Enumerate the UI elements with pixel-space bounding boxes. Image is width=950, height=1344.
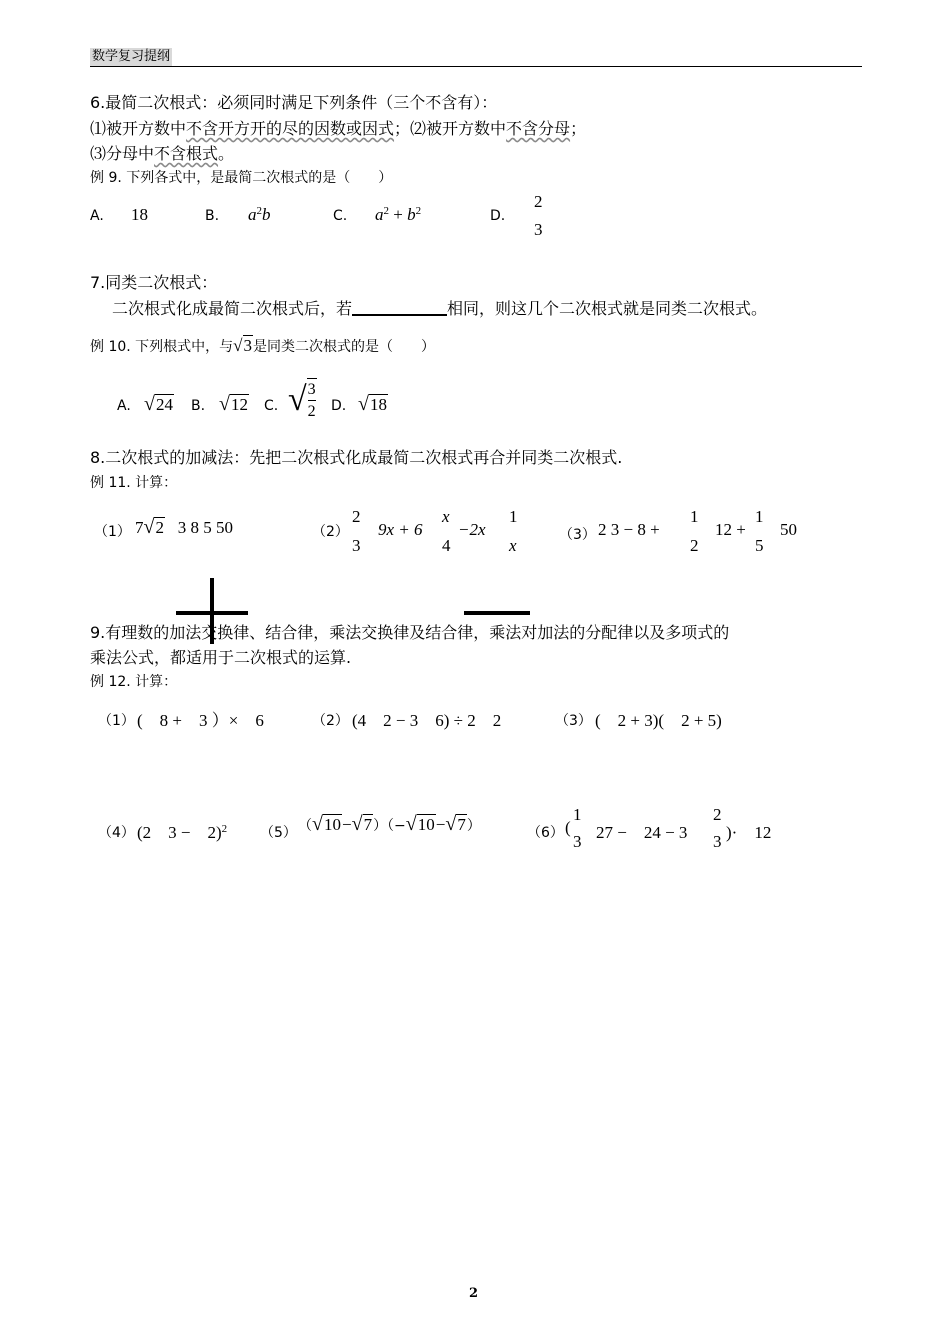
ex10-option-c-label: C. [264,398,279,414]
page-number: 2 [469,1286,479,1301]
c3-suffix: 。 [218,144,235,163]
ex11-p3-part-a: 2 3 − 8 + [598,520,660,539]
ex12-p1-label: （1） [98,713,135,729]
ex12-p6-frac2-den: 3 [713,832,722,851]
fill-in-blank[interactable] [352,298,447,316]
header-title: 数学复习提纲 [92,49,171,64]
ex11-p3-fifth-den: 5 [755,536,764,555]
ex12-p6-end: )· 12 [726,823,772,842]
stray-horizontal-bar-left [176,611,248,615]
ex12-p6-open: ( [565,818,571,837]
ex11-p3-label: （3） [559,527,596,543]
ex11-p3-fifth-num: 1 [755,507,764,526]
ex11-p1-expression: 7√2 3 8 5 50 [135,516,233,538]
section-6-title: 6.最简二次根式：必须同时满足下列条件（三个不含有）： [90,93,498,112]
ex9-option-c-label: C. [333,208,348,224]
ex10-option-d-value: √18 [358,393,387,415]
ex11-p3-half-num: 1 [690,507,699,526]
section-6-condition-3 [90,141,234,164]
s7-text-b: 相同，则这几个二次根式就是同类二次根式。 [447,299,768,318]
c2-suffix: ； [570,119,587,138]
ex12-p6-frac1-den: 3 [573,832,582,851]
ex12-p6-frac1-num: 1 [573,805,582,824]
ex12-p3-expression: ( 2 + 3)( 2 + 5) [595,711,722,730]
ex12-p4-label: （4） [98,825,135,841]
c3-prefix: ⑶分母中 [90,144,155,163]
ex9-option-a-label: A. [90,208,104,224]
c1-prefix: ⑴被开方数中 [90,119,187,138]
example-10-question: 例 10. 下列根式中，与√3是同类二次根式的是（ ） [90,336,436,355]
ex11-p2-frac2-den: 4 [442,536,451,555]
ex10-option-c-value: √ $\frac{3}{2}$ [288,378,317,422]
section-9-line-2: 乘法公式，都适用于二次根式的运算. [90,648,352,667]
ex10-option-b-label: B. [191,398,206,414]
section-7-text [112,296,767,319]
header-rule [90,66,862,67]
ex10-option-b-value: √12 [219,393,248,415]
ex10-option-d-label: D. [331,398,347,414]
ex9-option-d-denominator: 3 [534,220,543,239]
ex11-p2-frac3-den: x [509,536,517,555]
ex12-p5-label: （5） [260,825,297,841]
ex10-option-a-value: √24 [144,393,173,415]
c1-mid: ；⑵被开方数中 [394,119,507,138]
ex9-option-d-label: D. [490,208,506,224]
example-12-question: 例 12. 计算： [90,674,178,690]
section-6-condition-1-2 [90,116,586,139]
ex12-p2-label: （2） [312,713,349,729]
ex11-p2-label: （2） [312,524,349,540]
ex11-p2-mid: 9x + 6 [378,520,423,539]
ex9-option-b-label: B. [205,208,220,224]
ex12-p6-label: （6） [527,825,564,841]
ex11-p3-part-b: 12 + [715,520,746,539]
ex11-p2-frac3-num: 1 [509,507,518,526]
stray-horizontal-bar-right [464,611,530,615]
ex9-option-b-value: $a^2b$ [248,205,271,224]
c3-underlined: 不含根式 [154,144,219,163]
ex11-p3-half-den: 2 [690,536,699,555]
ex9-option-d-numerator: 2 [534,192,543,211]
ex12-p1-expression: ( 8 + 3 ）× 6 [137,711,264,730]
ex12-p6-middle: 27 − 24 − 3 [596,823,688,842]
c2-underlined: 不含分母 [506,119,571,138]
ex9-option-a-value: 18 [131,205,148,224]
section-8-title: 8.二次根式的加减法：先把二次根式化成最简二次根式再合并同类二次根式. [90,448,623,467]
ex12-p4-expression: (2 3 − 2)$^2$ [137,823,228,842]
ex12-p2-expression: (4 2 − 3 6) ÷ 2 2 [352,711,502,730]
ex11-p2-frac1-den: 3 [352,536,361,555]
ex12-p3-label: （3） [555,713,592,729]
ex12-p6-frac2-num: 2 [713,805,722,824]
ex11-p2-frac2-num: x [442,507,450,526]
section-7-title: 7.同类二次根式： [90,273,218,292]
section-9-line-1: 9.有理数的加法交换律、结合律，乘法交换律及结合律，乘法对加法的分配律以及多项式的 [90,623,730,642]
ex9-option-c-value: $a^2 + b^2$ [375,205,422,224]
ex10-option-a-label: A. [117,398,131,414]
ex11-p1-label: （1） [94,524,131,540]
ex11-p3-part-c: 50 [780,520,797,539]
ex11-p2-frac1-num: 2 [352,507,361,526]
s7-text-a: 二次根式化成最简二次根式后，若 [112,299,353,318]
example-9-question: 例 9. 下列各式中，是最简二次根式的是（ ） [90,170,393,186]
ex12-p5-expression: （√10−√7）（−√10−√7） [298,813,481,835]
ex11-p2-minus2x: −2x [458,520,486,539]
c1-underlined: 不含开方开的尽的因数或因式 [186,119,395,138]
example-11-question: 例 11. 计算： [90,475,178,491]
